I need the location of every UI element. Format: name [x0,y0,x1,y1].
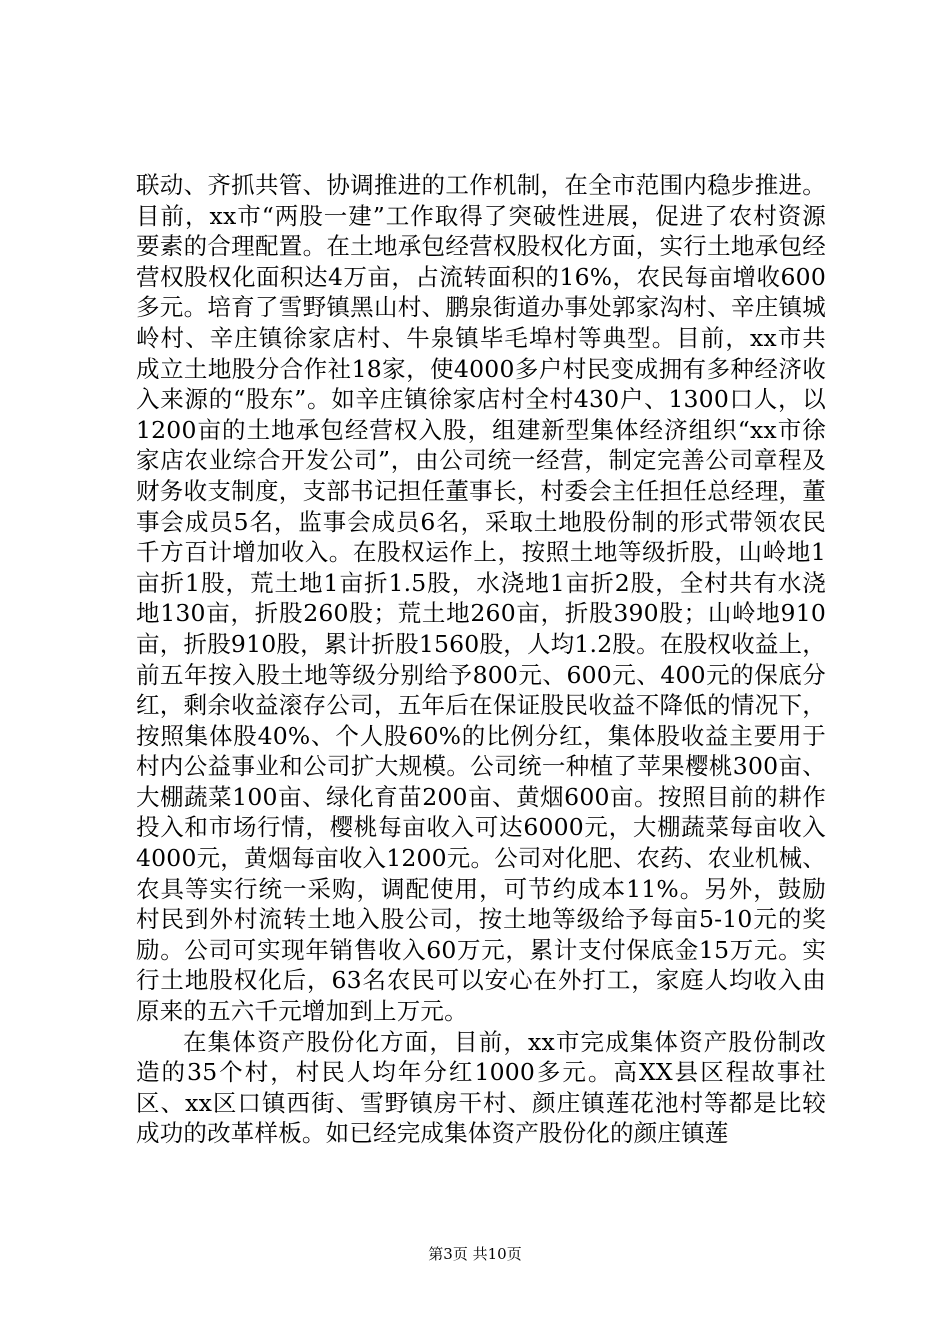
page-number-label: 第3页 共10页 [428,1245,522,1263]
page-footer [0,1244,950,1264]
document-body [136,170,826,1149]
paragraph-2: 在集体资产股份化方面，目前，xx市完成集体资产股份制改造的35个村，村民人均年分红1000多元。高XX县区程故事社区、xx区口镇西街、雪野镇房干村、颜庄镇莲花池村等都是比较成功的改革样板。如已经完成集体资产股份化的颜庄镇莲 [136,1027,826,1148]
paragraph-1: 联动、齐抓共管、协调推进的工作机制，在全市范围内稳步推进。目前，xx市“两股一建”工作取得了突破性进展，促进了农村资源要素的合理配置。在土地承包经营权股权化方面，实行土地承包经营权股权化面积达4万亩，占流转面积的16%，农民每亩增收600多元。培育了雪野镇黑山村、鹏泉街道办事处郭家沟村、辛庄镇城岭村、辛庄镇徐家店村、牛泉镇毕毛埠村等典型。目前，xx市共成立土地股分合作社18家，使4000多户村民变成拥有多种经济收入来源的“股东”。如辛庄镇徐家店村全村430户、1300口人，以1200亩的土地承包经营权入股，组建新型集体经济组织“xx市徐家店农业综合开发公司”，由公司统一经营，制定完善公司章程及财务收支制度，支部书记担任董事长，村委会主任担任总经理，董事会成员5名，监事会成员6名，采取土地股份制的形式带领农民千方百计增加收入。在股权运作上，按照土地等级折股，山岭地1亩折1股，荒土地1亩折1.5股，水浇地1亩折2股，全村共有水浇地130亩，折股260股；荒土地260亩，折股390股；山岭地910亩，折股910股，累计折股1560股，人均1.2股。在股权收益上，前五年按入股土地等级分别给予800元、600元、400元的保底分红，剩余收益滚存公司，五年后在保证股民收益不降低的情况下，按照集体股40%、个人股60%的比例分红，集体股收益主要用于村内公益事业和公司扩大规模。公司统一种植了苹果樱桃300亩、大棚蔬菜100亩、绿化育苗200亩、黄烟600亩。按照目前的耕作投入和市场行情，樱桃每亩收入可达6000元，大棚蔬菜每亩收入4000元，黄烟每亩收入1200元。公司对化肥、农药、农业机械、农具等实行统一采购，调配使用，可节约成本11%。另外，鼓励村民到外村流转土地入股公司，按土地等级给予每亩5-10元的奖励。公司可实现年销售收入60万元，累计支付保底金15万元。实行土地股权化后，63名农民可以安心在外打工，家庭人均收入由原来的五六千元增加到上万元。 [136,171,827,1026]
